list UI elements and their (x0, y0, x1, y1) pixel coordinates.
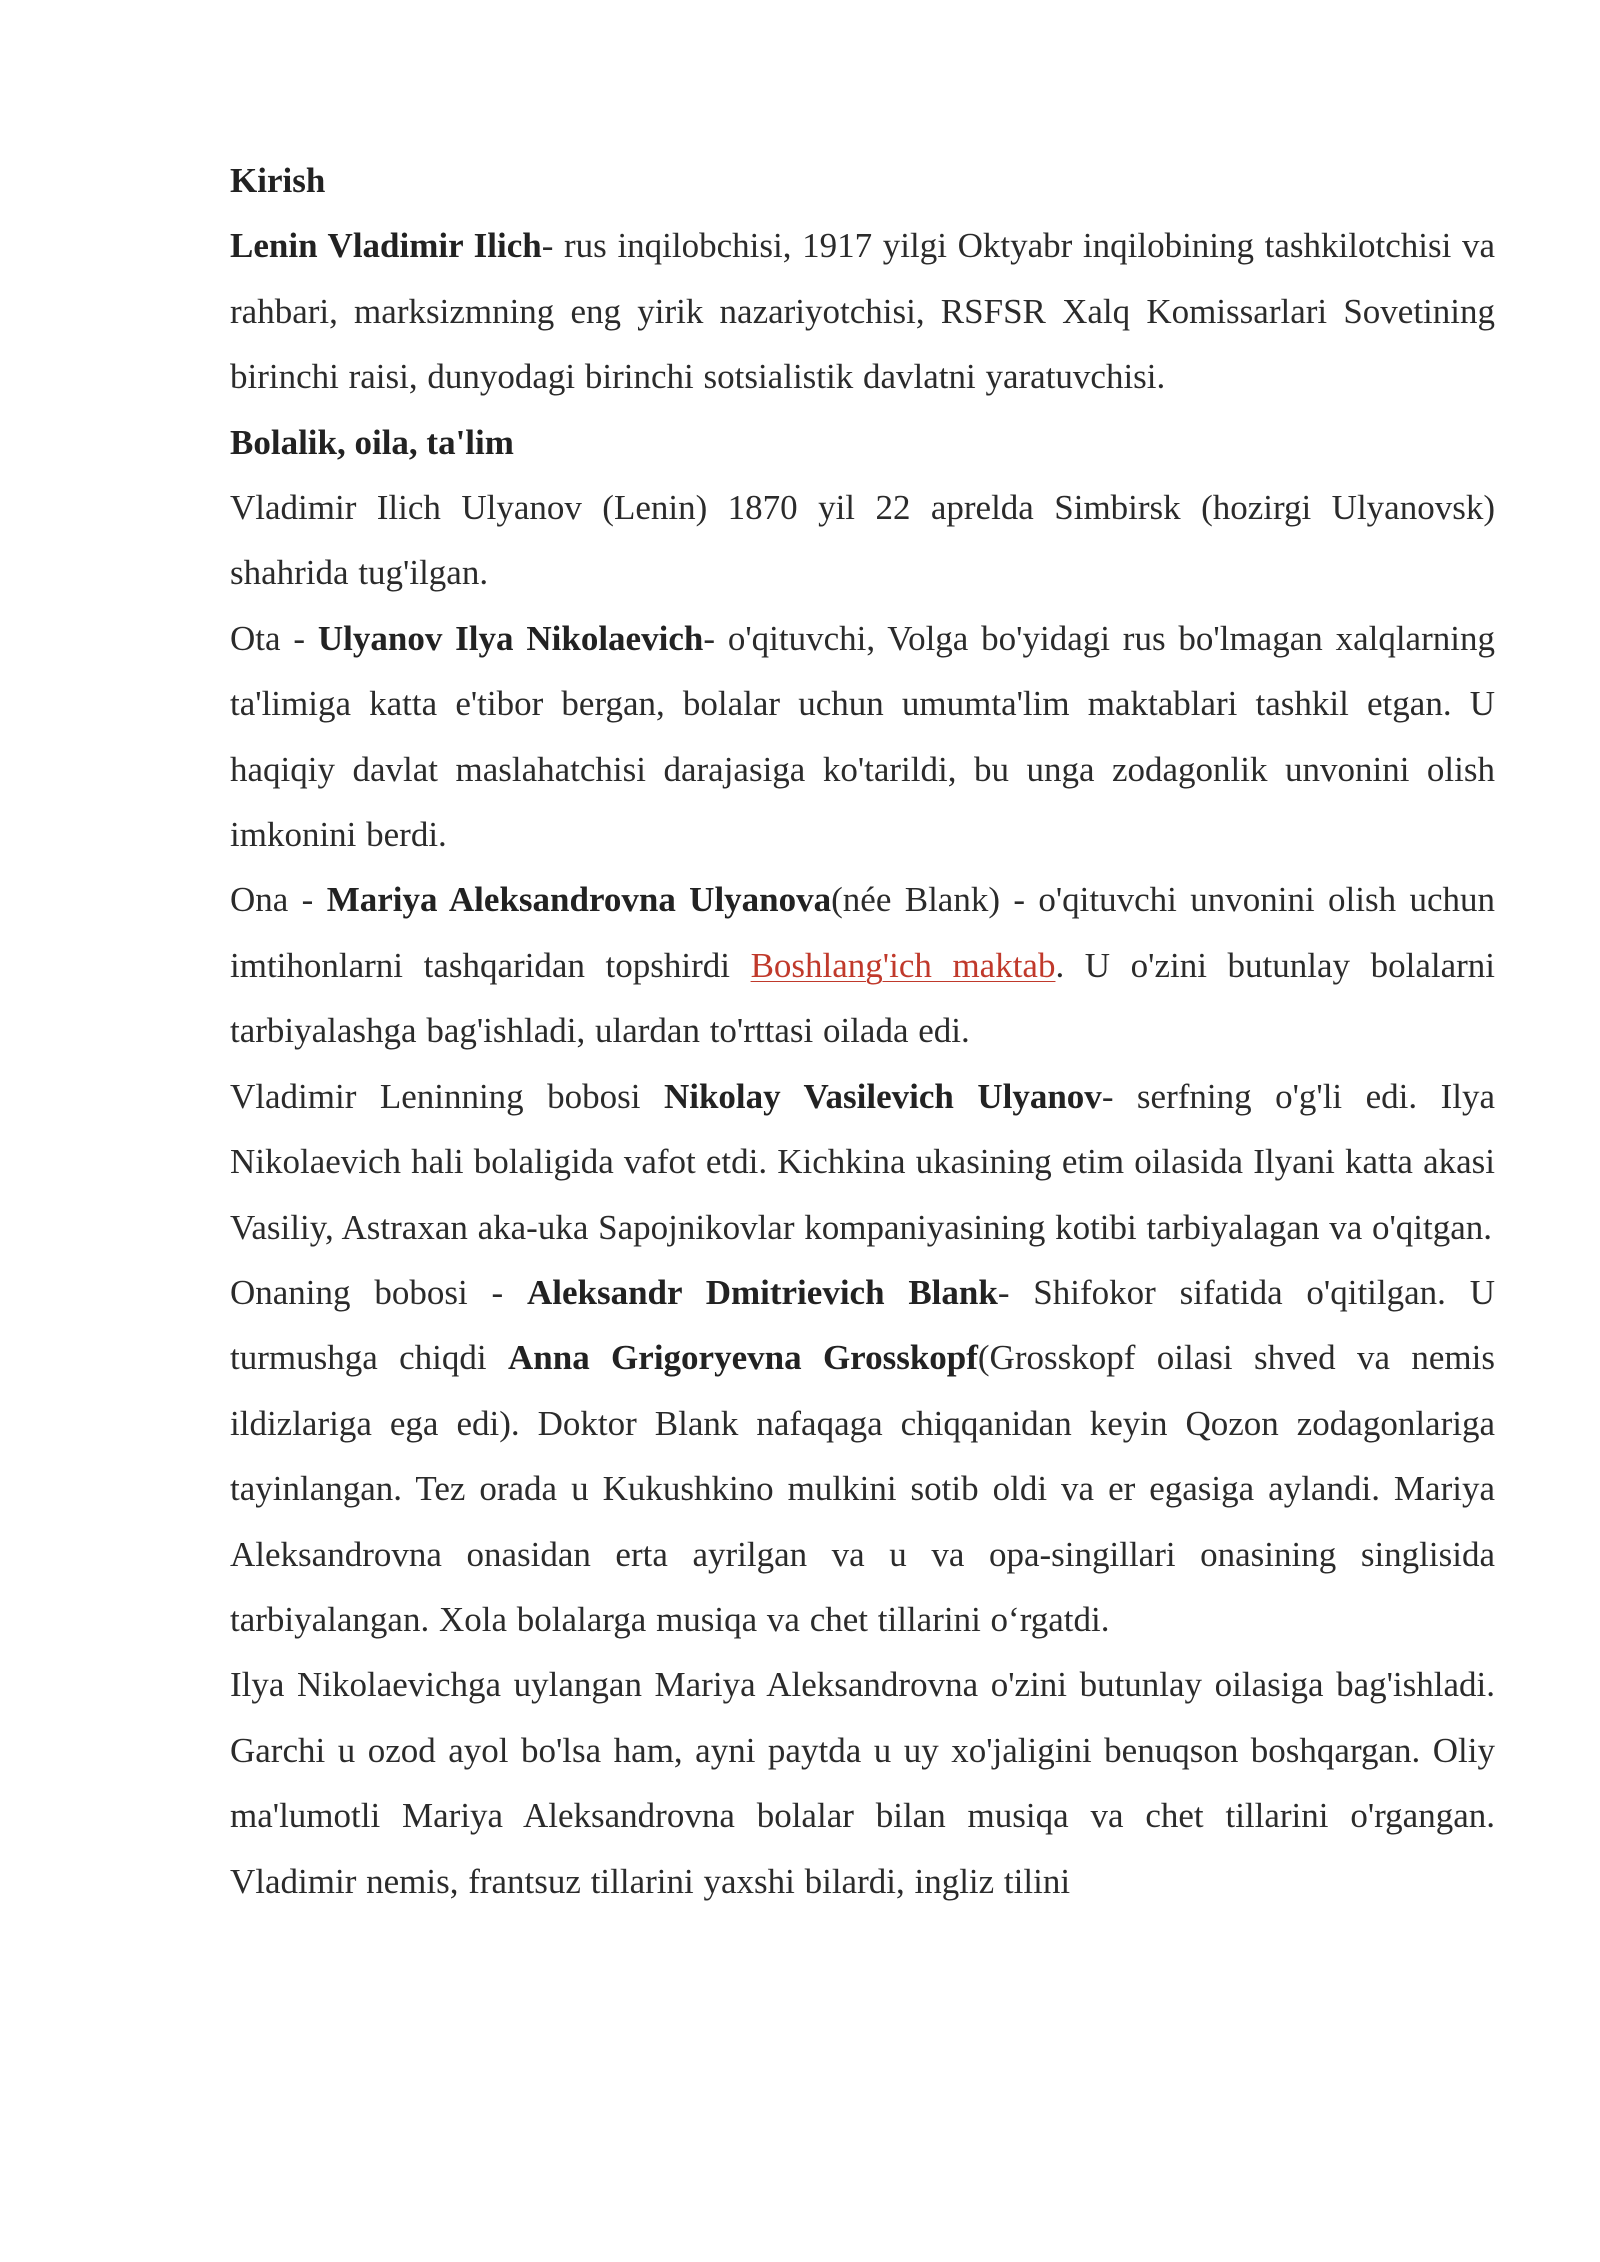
paragraph-intro (230, 213, 1495, 409)
paragraph-prefix: Ona - (230, 880, 327, 920)
paragraph-text: - Shifokor sifatida o'qitilgan. U turmushga chiqdi (230, 1272, 1495, 1378)
paragraph-text: . U o'zini butunlay bolalarni tarbiyalashga bag'ishladi, ulardan to'rttasi oilada edi. (230, 945, 1495, 1051)
paragraph-text: (née Blank) - o'qituvchi unvonini olish uchun imtihonlarni tashqaridan topshirdi (230, 880, 1495, 985)
bold-name-blank: Aleksandr Dmitrievich Blank (526, 1272, 998, 1312)
paragraph-mother (230, 867, 1495, 1063)
heading-kirish: Kirish (230, 161, 326, 200)
heading-bolalik: Bolalik, oila, ta'lim (230, 422, 514, 462)
bold-name-grosskopf: Anna Grigoryevna Grosskopf (507, 1338, 978, 1378)
paragraph-text: - serfning o'g'li edi. Ilya Nikolaevich hali bolaligida vafot etdi. Kichkina ukasining etim oilasida Ilyani katta akasi Vasiliy, Astraxan aka-uka Sapojnikovlar kompaniyasining kotibi tarbiyalagan va o'qitgan. (230, 1076, 1495, 1247)
link-boshlangich-maktab[interactable]: Boshlang'ich maktab (750, 945, 1056, 985)
paragraph-birth: Vladimir Ilich Ulyanov (Lenin) 1870 yil 22 aprelda Simbirsk (hozirgi Ulyanovsk) shahrida tug'ilgan. (230, 488, 1495, 593)
paragraph-text: (Grosskopf oilasi shved va nemis ildizlariga ega edi). Doktor Blank nafaqaga chiqqanidan keyin Qozon zodagonlariga tayinlangan. Tez orada u Kukushkino mulkini sotib oldi va er egasiga aylandi. Mariya Aleksandrovna onasidan erta ayrilgan va u va opa-singillari onasining singlisida tarbiyalangan. Xola bolalarga musiqa va chet tillarini o‘rgatdi. (230, 1338, 1495, 1639)
paragraph-maternal-grandfather (230, 1260, 1495, 1652)
document-body (230, 148, 1495, 1914)
bold-name-mother: Mariya Aleksandrovna Ulyanova (326, 880, 832, 920)
paragraph-father (230, 606, 1495, 868)
bold-name-lenin: Lenin Vladimir Ilich (230, 226, 542, 266)
paragraph-prefix: Vladimir Leninning bobosi (230, 1076, 664, 1116)
bold-name-grandfather: Nikolay Vasilevich Ulyanov (663, 1076, 1102, 1116)
paragraph-grandfather (230, 1064, 1495, 1260)
paragraph-text: - o'qituvchi, Volga bo'yidagi rus bo'lmagan xalqlarning ta'limiga katta e'tibor bergan, bolalar uchun umumta'lim maktablari tashkil etgan. U haqiqiy davlat maslahatchisi darajasiga ko'tarildi, bu unga zodagonlik unvonini olish imkonini berdi. (230, 618, 1495, 855)
paragraph-prefix: Ota - (230, 618, 318, 658)
paragraph-family-life: Ilya Nikolaevichga uylangan Mariya Aleksandrovna o'zini butunlay oilasiga bag'ishladi. Garchi u ozod ayol bo'lsa ham, ayni paytda u uy xo'jaligini benuqson boshqargan. Oliy ma'lumotli Mariya Aleksandrovna bolalar bilan musiqa va chet tillarini o'rgangan. Vladimir nemis, frantsuz tillarini yaxshi bilardi, ingliz tilini (230, 1665, 1495, 1901)
paragraph-prefix: Onaning bobosi - (230, 1272, 527, 1312)
bold-name-father: Ulyanov Ilya Nikolaevich (317, 618, 704, 658)
paragraph-text: - rus inqilobchisi, 1917 yilgi Oktyabr inqilobining tashkilotchisi va rahbari, marksizmning eng yirik nazariyotchisi, RSFSR Xalq Komissarlari Sovetining birinchi raisi, dunyodagi birinchi sotsialistik davlatni yaratuvchisi. (230, 226, 1495, 397)
